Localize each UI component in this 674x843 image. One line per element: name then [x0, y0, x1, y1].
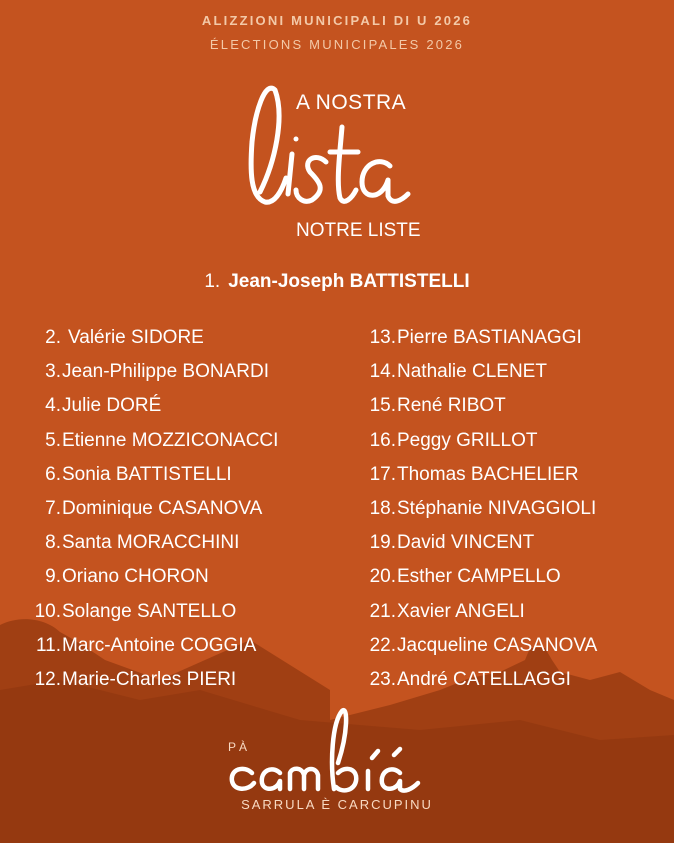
candidate-name: René RIBOT [397, 395, 506, 417]
candidate-row [24, 321, 344, 355]
candidate-name: Julie DORÉ [62, 395, 162, 417]
candidate-number: 9. [45, 566, 61, 588]
candidate-number: 11. [35, 634, 61, 656]
candidate-row [355, 355, 665, 389]
candidate-row [355, 629, 665, 663]
candidate-row [355, 526, 665, 560]
candidate-name: Stéphanie NIVAGGIOLI [397, 498, 597, 520]
header-french: ÉLECTIONS MUNICIPALES 2026 [209, 37, 465, 52]
candidate-row [355, 492, 665, 526]
candidate-row [24, 560, 344, 594]
candidate-number: 3. [45, 361, 61, 383]
candidate-row [24, 595, 344, 629]
candidate-name: Santa MORACCHINI [62, 532, 240, 554]
cambia-script-logo [222, 703, 462, 795]
candidate-number: 22. [369, 634, 396, 656]
candidate-row [24, 629, 344, 663]
candidate-name: Jean-Philippe BONARDI [62, 361, 269, 383]
candidate-name: Jean-Joseph BATTISTELLI [228, 271, 470, 292]
candidate-number: 18. [369, 498, 396, 520]
candidate-name: Jacqueline CASANOVA [397, 634, 598, 656]
candidate-number: 8. [45, 532, 61, 554]
candidate-name: Esther CAMPELLO [397, 566, 561, 588]
candidate-row [355, 595, 665, 629]
candidate-number: 6. [45, 463, 61, 485]
candidates-left-column [24, 321, 344, 697]
candidate-name: David VINCENT [397, 532, 535, 554]
candidate-number: 4. [45, 395, 61, 417]
candidate-row [355, 663, 665, 697]
candidate-row [24, 424, 344, 458]
candidate-row [24, 458, 344, 492]
candidate-name: Pierre BASTIANAGGI [397, 327, 582, 349]
candidate-number: 14. [369, 361, 396, 383]
candidates-right-column [355, 321, 665, 697]
candidate-name: Nathalie CLENET [397, 361, 547, 383]
candidate-number: 10. [34, 600, 61, 622]
head-of-list [0, 271, 674, 293]
candidate-name: Dominique CASANOVA [62, 498, 263, 520]
candidate-number: 5. [45, 429, 61, 451]
candidate-row [24, 526, 344, 560]
candidate-name: Xavier ANGELI [397, 600, 525, 622]
candidate-name: Etienne MOZZICONACCI [62, 429, 279, 451]
candidate-name: Thomas BACHELIER [397, 463, 579, 485]
candidate-number: 7. [45, 498, 61, 520]
lista-script-title [230, 82, 430, 222]
candidate-name: Solange SANTELLO [62, 600, 237, 622]
candidate-number: 17. [369, 463, 396, 485]
candidate-number: 16. [369, 429, 396, 451]
candidate-name: Marc-Antoine COGGIA [62, 634, 257, 656]
candidate-row [355, 458, 665, 492]
candidate-name: Valérie SIDORE [68, 327, 204, 349]
candidate-row [355, 560, 665, 594]
title-top: A NOSTRA [296, 91, 407, 114]
candidate-number: 2. [45, 327, 61, 349]
candidate-number: 13. [369, 327, 396, 349]
candidate-number: 12. [34, 668, 61, 690]
candidate-number: 19. [369, 532, 396, 554]
header-corsican: ALIZZIONI MUNICIPALI DI U 2026 [201, 13, 473, 28]
candidate-name: Oriano CHORON [62, 566, 209, 588]
logo-subtitle: SARRULA È CARCUPINU [241, 797, 433, 812]
candidate-number: 23. [369, 668, 396, 690]
logo-prefix: PÀ [228, 740, 251, 754]
candidate-name: Sonia BATTISTELLI [62, 463, 232, 485]
candidate-row [24, 663, 344, 697]
candidate-name: Marie-Charles PIERI [62, 668, 237, 690]
candidate-name: Peggy GRILLOT [397, 429, 538, 451]
candidate-row [355, 389, 665, 423]
candidate-row [24, 389, 344, 423]
candidate-number: 20. [369, 566, 396, 588]
title-bottom: NOTRE LISTE [296, 220, 421, 241]
candidate-row [24, 355, 344, 389]
candidate-row [355, 321, 665, 355]
candidate-row [355, 424, 665, 458]
candidate-number: 15. [369, 395, 396, 417]
candidate-number: 1. [204, 271, 221, 292]
candidate-name: André CATELLAGGI [397, 668, 571, 690]
candidate-row [24, 492, 344, 526]
candidate-number: 21. [369, 600, 396, 622]
